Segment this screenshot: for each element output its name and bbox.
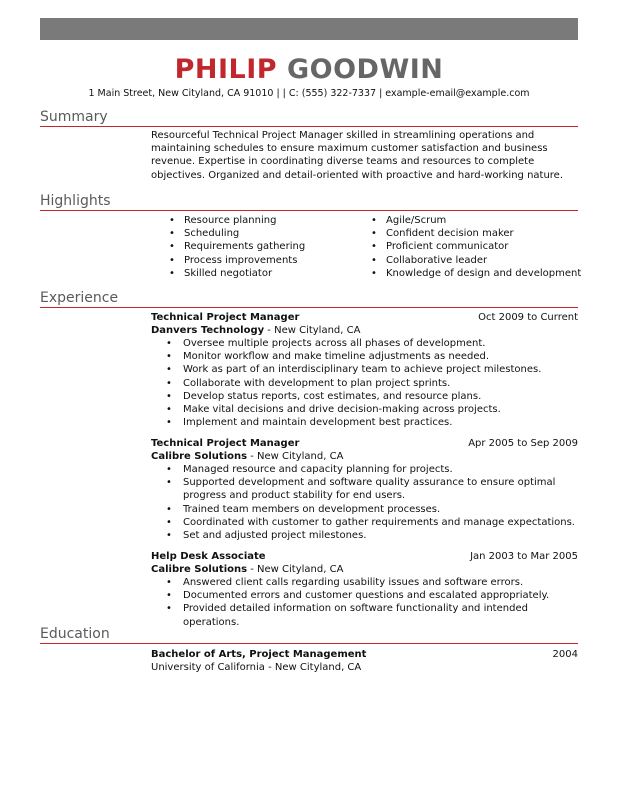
highlights-heading: Highlights: [40, 193, 111, 209]
highlight-item: • Resource planning: [169, 214, 305, 227]
first-name: PHILIP: [174, 54, 278, 85]
job-duty: • Managed resource and capacity planning for projects.: [166, 463, 578, 476]
highlight-item: • Proficient communicator: [371, 240, 581, 253]
job-duty: • Documented errors and customer questions and escalated appropriately.: [166, 589, 578, 602]
job-duty: • Develop status reports, cost estimates, and resource plans.: [166, 390, 578, 403]
highlights-left-list: [169, 214, 305, 280]
highlight-item: • Scheduling: [169, 227, 305, 240]
job-company: Calibre Solutions: [151, 564, 248, 575]
last-name: GOODWIN: [286, 54, 444, 85]
job-dates: Oct 2009 to Current: [478, 312, 578, 323]
job-duty: • Provided detailed information on software functionality and intended operations.: [166, 602, 578, 628]
job-company-line: [151, 563, 343, 576]
job-duty: • Make vital decisions and drive decision-making across projects.: [166, 403, 578, 416]
highlight-item: • Confident decision maker: [371, 227, 581, 240]
job-company: Danvers Technology: [151, 325, 265, 336]
job-title: Help Desk Associate: [151, 551, 266, 562]
job-duty: • Work as part of an interdisciplinary team to achieve project milestones.: [166, 363, 578, 376]
job-duty: • Coordinated with customer to gather requirements and manage expectations.: [166, 516, 578, 529]
experience-heading: Experience: [40, 290, 119, 306]
job-duty: • Monitor workflow and make timeline adjustments as needed.: [166, 350, 578, 363]
candidate-name: [0, 54, 618, 86]
highlight-item: • Requirements gathering: [169, 240, 305, 253]
job-duty: • Trained team members on development processes.: [166, 503, 578, 516]
highlight-item: • Agile/Scrum: [371, 214, 581, 227]
summary-text: Resourceful Technical Project Manager skilled in streamlining operations and maintaining schedules to ensure maximum customer satisfaction and business revenue. Expertise in coordinating diverse teams and resources to complete objectives. Organized and detail-oriented with proactive and hard-working nature.: [151, 130, 564, 181]
education-heading: Education: [40, 626, 110, 642]
job-duties-list: [166, 576, 578, 629]
job-company: Calibre Solutions: [151, 451, 248, 462]
job-duty: • Oversee multiple projects across all phases of development.: [166, 337, 578, 350]
job-dates: Jan 2003 to Mar 2005: [470, 551, 578, 562]
education-year: 2004: [552, 649, 578, 660]
summary-rule: [40, 126, 578, 127]
job-company-line: [151, 450, 343, 463]
highlights-right-list: [371, 214, 581, 280]
job-duty: • Supported development and software quality assurance to ensure optimal progress and product stability for end users.: [166, 476, 578, 502]
job-location: - New Cityland, CA: [264, 325, 361, 336]
contact-line: 1 Main Street, New Cityland, CA 91010 | | C: (555) 322-7337 | example-email@example.com: [88, 88, 530, 99]
highlight-item: • Knowledge of design and development: [371, 267, 581, 280]
job-duty: • Implement and maintain development best practices.: [166, 416, 578, 429]
highlight-item: • Process improvements: [169, 254, 305, 267]
education-degree: Bachelor of Arts, Project Management: [151, 649, 367, 660]
job-dates: Apr 2005 to Sep 2009: [468, 438, 578, 449]
education-rule: [40, 643, 578, 644]
highlight-item: • Collaborative leader: [371, 254, 581, 267]
job-title: Technical Project Manager: [151, 312, 300, 323]
job-duties-list: [166, 337, 578, 429]
experience-rule: [40, 307, 578, 308]
summary-heading: Summary: [40, 109, 108, 125]
header-bar: [40, 18, 578, 40]
job-duties-list: [166, 463, 578, 542]
job-duty: • Answered client calls regarding usability issues and software errors.: [166, 576, 578, 589]
job-location: - New Cityland, CA: [247, 564, 344, 575]
highlights-rule: [40, 210, 578, 211]
job-duty: • Set and adjusted project milestones.: [166, 529, 578, 542]
job-title: Technical Project Manager: [151, 438, 300, 449]
education-school: University of California - New Cityland, CA: [151, 662, 362, 673]
highlight-item: • Skilled negotiator: [169, 267, 305, 280]
job-company-line: [151, 324, 360, 337]
job-duty: • Collaborate with development to plan project sprints.: [166, 377, 578, 390]
job-location: - New Cityland, CA: [247, 451, 344, 462]
